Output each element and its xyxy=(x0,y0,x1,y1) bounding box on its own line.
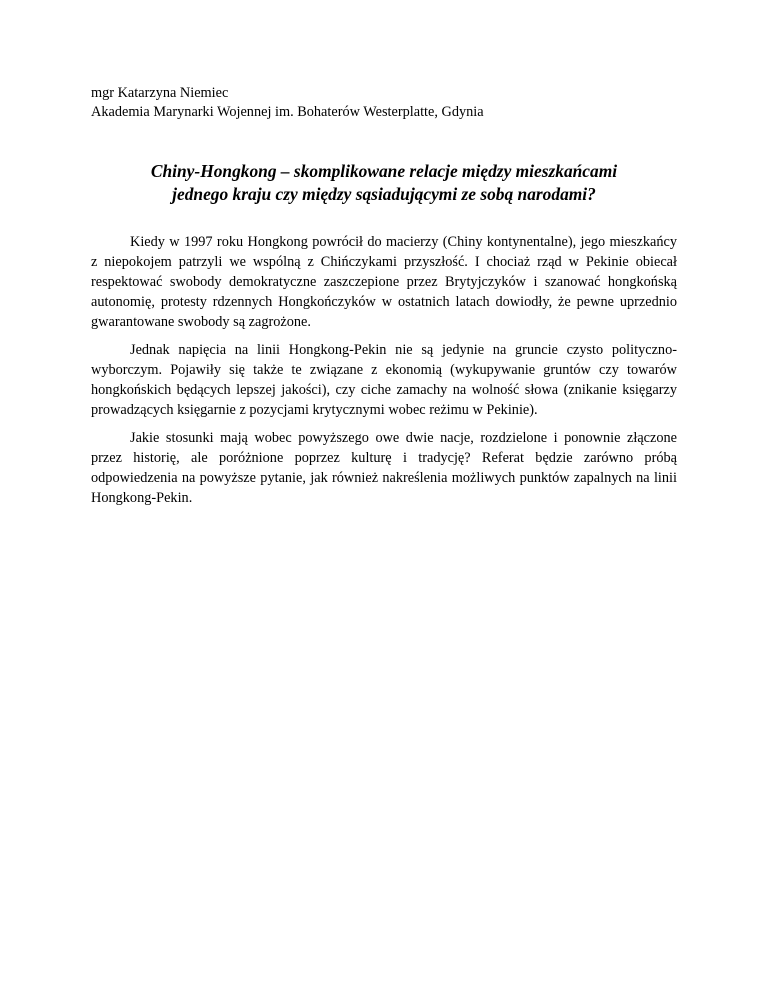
abstract-body xyxy=(91,232,677,508)
title-line-1: Chiny-Hongkong – skomplikowane relacje między mieszkańcami xyxy=(150,161,618,181)
author-affiliation: Akademia Marynarki Wojennej im. Bohaterów Westerplatte, Gdynia xyxy=(91,104,484,120)
title-line-2: jednego kraju czy między sąsiadującymi ze sobą narodami? xyxy=(172,184,596,204)
paragraph-3: Jakie stosunki mają wobec powyższego owe dwie nacje, rozdzielone i ponownie złączone przez historię, ale poróżnione poprzez kulturę i tradycję? Referat będzie zarówno próbą odpowiedzenia na powyższe pytanie, jak również nakreślenia możliwych punktów zapalnych na linii Hongkong-Pekin. xyxy=(91,430,677,506)
paragraph-2: Jednak napięcia na linii Hongkong-Pekin nie są jedynie na gruncie czysto polityczno-wyborczym. Pojawiły się także te związane z ekonomią (wykupywanie gruntów czy towarów hongkońskich będących lepszej jakości), czy ciche zamachy na wolność słowa (znikanie księgarzy prowadzących księgarnie z pozycjami krytycznymi wobec reżimu w Pekinie). xyxy=(91,342,677,418)
author-name: mgr Katarzyna Niemiec xyxy=(91,85,229,101)
paragraph-1: Kiedy w 1997 roku Hongkong powrócił do macierzy (Chiny kontynentalne), jego mieszkańcy z niepokojem patrzyli we wspólną z Chińczykami przyszłość. I chociaż rząd w Pekinie obiecał respektować swobody demokratyczne zaszczepione przez Brytyjczyków i szanować hongkońską autonomię, protesty rdzennych Hongkończyków w ostatnich latach dowiodły, że pewne uprzednio gwarantowane swobody są zagrożone. xyxy=(91,234,677,330)
document-page xyxy=(91,84,677,516)
author-block xyxy=(91,84,677,122)
document-title xyxy=(91,160,677,206)
